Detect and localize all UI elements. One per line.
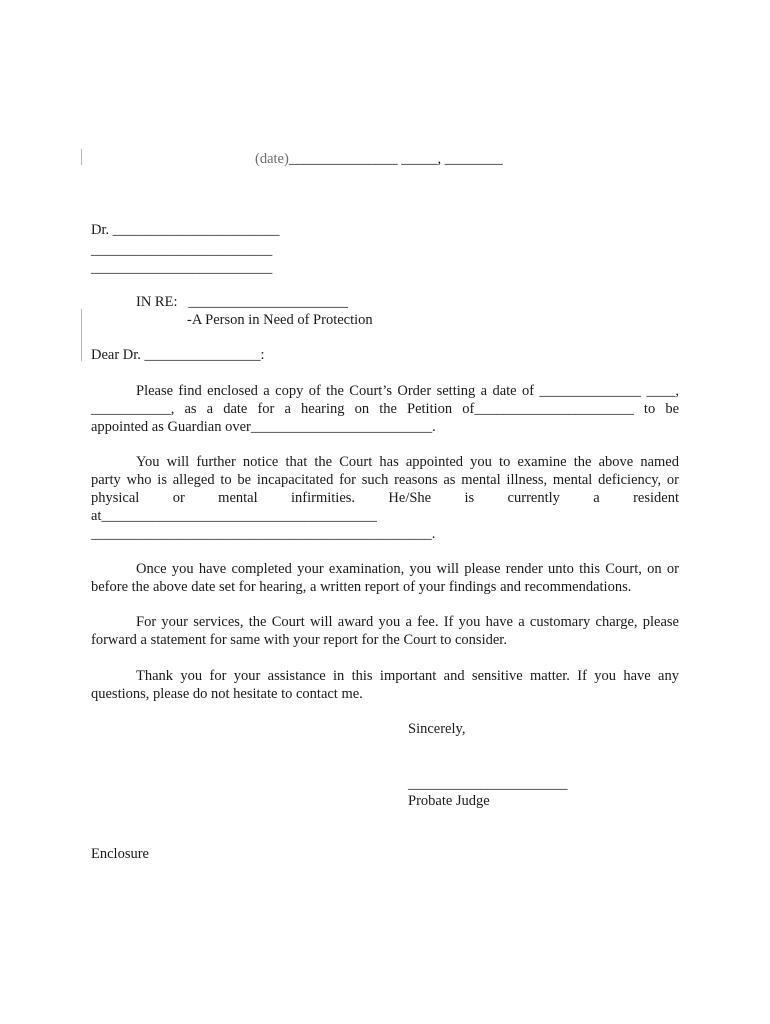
date-blanks: _______________ _____, ________ — [288, 151, 503, 167]
in-re-subline: -A Person in Need of Protection — [187, 312, 373, 328]
margin-marker — [81, 149, 82, 165]
paragraph-line: For your services, the Court will award you a fee. If you have a customary charge, please — [136, 614, 679, 630]
date-field[interactable]: (date) — [255, 151, 289, 167]
salutation: Dear Dr. ________________: — [91, 347, 265, 363]
paragraph-line: before the above date set for hearing, a written report of your findings and recommendations. — [91, 579, 632, 595]
paragraph-line: questions, please do not hesitate to contact me. — [91, 686, 363, 702]
paragraph-line: party who is alleged to be incapacitated for such reasons as mental illness, mental deficiency, or — [91, 472, 679, 488]
recipient-line-3: _________________________ — [91, 260, 273, 276]
enclosure-note: Enclosure — [91, 846, 149, 862]
closing-sincerely: Sincerely, — [408, 721, 466, 737]
date-line — [255, 150, 503, 168]
paragraph-line: at______________________________________ — [91, 508, 377, 524]
in-re-label: IN RE: — [136, 294, 178, 310]
signature-line: ______________________ — [408, 776, 568, 792]
paragraph-line: appointed as Guardian over_________________________. — [91, 419, 436, 435]
paragraph-4 — [91, 613, 679, 649]
paragraph-line: Once you have completed your examination, you will please render unto this Court, on or — [136, 561, 679, 577]
recipient-line-1: Dr. _______________________ — [91, 222, 280, 238]
paragraph-5 — [91, 667, 679, 703]
paragraph-line: forward a statement for same with your report for the Court to consider. — [91, 632, 507, 648]
paragraph-line: Thank you for your assistance in this important and sensitive matter. If you have any — [136, 668, 679, 684]
paragraph-line: You will further notice that the Court has appointed you to examine the above named — [136, 454, 679, 470]
paragraph-line: ___________, as a date for a hearing on the Petition of______________________ to be — [91, 401, 679, 417]
signer-title: Probate Judge — [408, 793, 490, 809]
paragraph-1 — [91, 382, 679, 436]
margin-marker — [81, 309, 82, 361]
in-re-blank: ______________________ — [188, 294, 348, 310]
paragraph-3 — [91, 560, 679, 596]
in-re-line — [136, 293, 348, 311]
recipient-line-2: _________________________ — [91, 242, 273, 258]
paragraph-line: _______________________________________________. — [91, 526, 436, 542]
paragraph-line: Please find enclosed a copy of the Court’s Order setting a date of ______________ ____, — [136, 383, 679, 399]
paragraph-2 — [91, 453, 679, 543]
paragraph-line: physical or mental infirmities. He/She is currently a resident — [91, 490, 679, 506]
